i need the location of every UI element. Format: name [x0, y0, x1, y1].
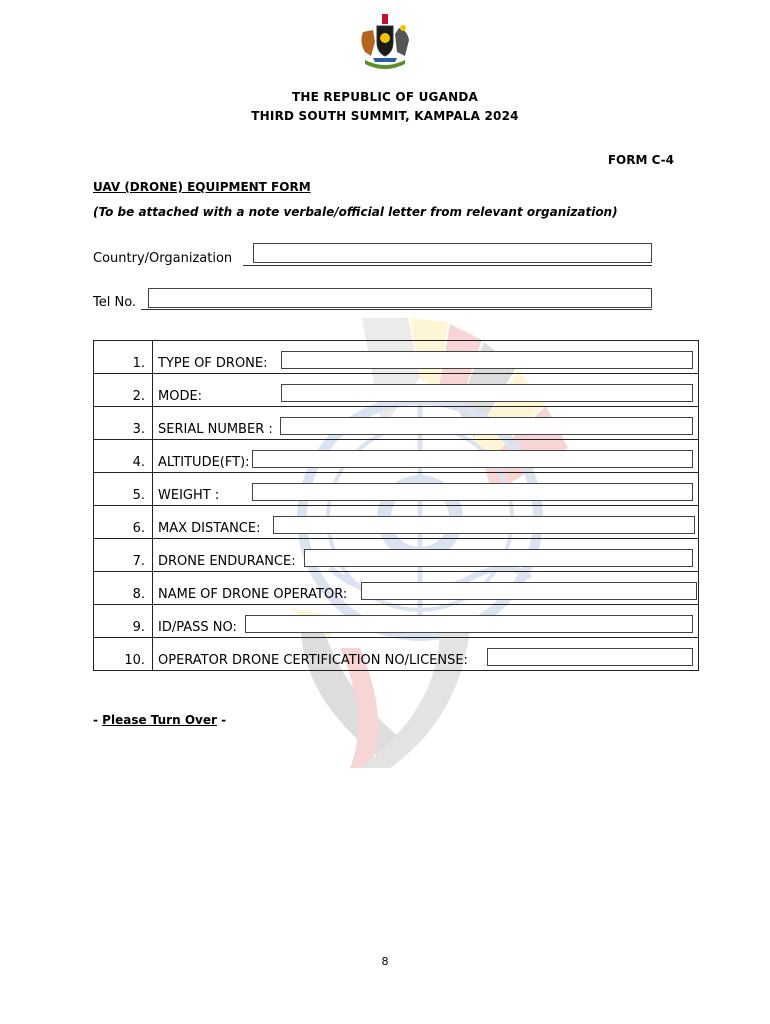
tel-number-field[interactable]	[148, 288, 652, 308]
id-pass-no-label: ID/PASS NO:	[158, 620, 237, 635]
table-row	[94, 506, 699, 539]
altitude-label: ALTITUDE(FT):	[158, 455, 250, 470]
table-row	[94, 539, 699, 572]
serial-number-label: SERIAL NUMBER :	[158, 422, 273, 437]
max-distance-field[interactable]	[273, 516, 695, 534]
name-of-drone-operator-label: NAME OF DRONE OPERATOR:	[158, 587, 348, 602]
table-row	[94, 473, 699, 506]
page-number: 8	[381, 955, 389, 968]
row-label-cell	[153, 638, 699, 671]
row-label-cell	[153, 407, 699, 440]
uganda-coat-of-arms-icon	[353, 12, 417, 74]
type-of-drone-label: TYPE OF DRONE:	[158, 356, 268, 371]
row-number: 3.	[94, 407, 153, 440]
row-label-cell	[153, 572, 699, 605]
row-number: 7.	[94, 539, 153, 572]
operator-certification-field[interactable]	[487, 648, 693, 666]
form-title: UAV (DRONE) EQUIPMENT FORM	[93, 180, 311, 194]
name-of-drone-operator-field[interactable]	[361, 582, 697, 600]
row-number: 1.	[94, 341, 153, 374]
row-number: 5.	[94, 473, 153, 506]
tel-label: Tel No.	[93, 295, 137, 310]
country-underline	[243, 265, 652, 266]
tel-underline	[141, 309, 652, 310]
turn-over-dash-left: -	[93, 713, 103, 727]
table-row	[94, 605, 699, 638]
weight-field[interactable]	[252, 483, 693, 501]
table-row	[94, 407, 699, 440]
drone-endurance-field[interactable]	[304, 549, 693, 567]
mode-label: MODE:	[158, 389, 203, 404]
id-pass-no-field[interactable]	[245, 615, 693, 633]
altitude-field[interactable]	[252, 450, 693, 468]
type-of-drone-field[interactable]	[281, 351, 693, 369]
please-turn-over-text: Please Turn Over	[102, 713, 217, 727]
row-label-cell	[153, 341, 699, 374]
row-number: 8.	[94, 572, 153, 605]
table-row	[94, 638, 699, 671]
equipment-table	[93, 340, 699, 671]
max-distance-label: MAX DISTANCE:	[158, 521, 261, 536]
table-row	[94, 341, 699, 374]
country-organization-field[interactable]	[253, 243, 652, 263]
table-row	[94, 440, 699, 473]
drone-endurance-label: DRONE ENDURANCE:	[158, 554, 296, 569]
serial-number-field[interactable]	[280, 417, 693, 435]
turn-over-dash-right: -	[216, 713, 227, 727]
row-label-cell	[153, 506, 699, 539]
row-number: 6.	[94, 506, 153, 539]
row-label-cell	[153, 473, 699, 506]
row-number: 2.	[94, 374, 153, 407]
form-note: (To be attached with a note verbale/official letter from relevant organization)	[93, 205, 618, 219]
country-label: Country/Organization	[93, 251, 233, 266]
header-summit: THIRD SOUTH SUMMIT, KAMPALA 2024	[251, 109, 519, 123]
form-code: FORM C-4	[607, 153, 674, 167]
row-label-cell	[153, 605, 699, 638]
operator-certification-label: OPERATOR DRONE CERTIFICATION NO/LICENSE:	[158, 653, 468, 668]
header-republic: THE REPUBLIC OF UGANDA	[292, 90, 478, 104]
row-number: 10.	[94, 638, 153, 671]
row-label-cell	[153, 539, 699, 572]
row-label-cell	[153, 374, 699, 407]
row-label-cell	[153, 440, 699, 473]
row-number: 4.	[94, 440, 153, 473]
row-number: 9.	[94, 605, 153, 638]
table-row	[94, 572, 699, 605]
mode-field[interactable]	[281, 384, 693, 402]
turn-over-note	[93, 713, 226, 727]
weight-label: WEIGHT :	[158, 488, 220, 503]
table-row	[94, 374, 699, 407]
